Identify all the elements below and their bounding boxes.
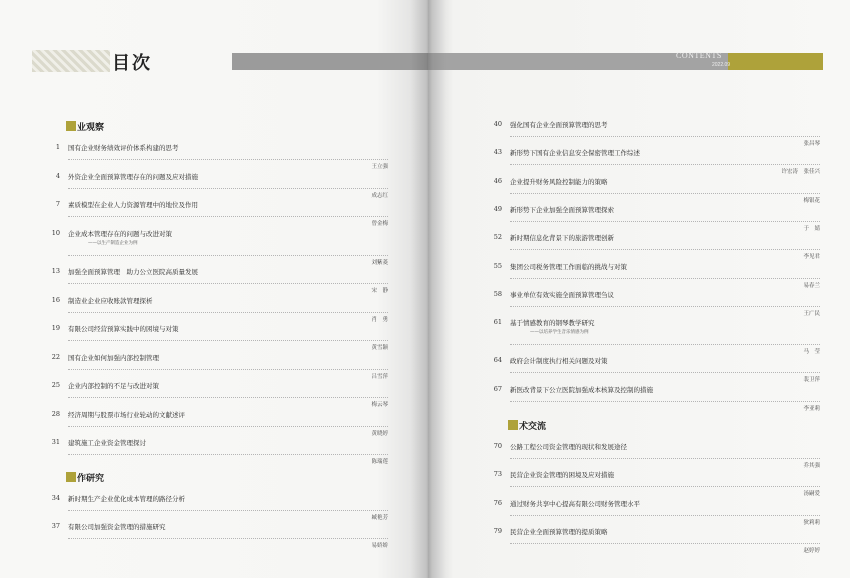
toc-subtitle: ——以培养学生音乐情感为例 xyxy=(530,330,589,336)
toc-author: 梅云琴 xyxy=(371,402,388,408)
toc-author: 黄雪颖 xyxy=(371,345,388,351)
toc-page-number: 13 xyxy=(51,267,60,275)
section-heading xyxy=(508,419,546,432)
toc-title: 集团公司税务管理工作面临的挑战与对策 xyxy=(510,262,627,271)
dotted-leader xyxy=(510,401,820,402)
toc-title: 新医改背景下公立医院加强成本核算及控制的措施 xyxy=(510,385,653,394)
section-heading xyxy=(66,120,104,133)
page-title: 目次 xyxy=(112,53,152,74)
toc-author: 宋 静 xyxy=(371,288,388,294)
toc-author: 于 婧 xyxy=(803,225,820,232)
dotted-leader xyxy=(68,510,388,511)
dotted-leader xyxy=(68,312,388,313)
toc-title: 素质模型在企业人力资源管理中的地位及作用 xyxy=(68,201,198,209)
toc-author: 曾金梅 xyxy=(371,221,388,227)
toc-author: 王立强 xyxy=(371,164,388,170)
toc-author: 陈瑞莲 xyxy=(371,459,388,465)
dotted-leader xyxy=(510,543,820,544)
toc-page-number: 52 xyxy=(493,233,502,242)
right-page xyxy=(428,0,850,578)
toc-author: 李亚莉 xyxy=(803,405,820,412)
toc-author: 成志红 xyxy=(371,192,388,199)
dotted-leader xyxy=(510,221,820,222)
dotted-leader xyxy=(510,458,820,459)
dotted-leader xyxy=(510,515,820,516)
dotted-leader xyxy=(68,369,388,370)
toc-page-number: 64 xyxy=(493,356,502,365)
toc-title: 有限公司加强资金管理的措施研究 xyxy=(68,523,166,531)
section-heading xyxy=(66,471,104,484)
dotted-leader xyxy=(510,136,820,137)
toc-page-number: 40 xyxy=(493,120,502,128)
dotted-leader xyxy=(68,159,388,160)
toc-page-number: 31 xyxy=(51,438,60,446)
toc-author: 乔其强 xyxy=(803,463,820,469)
spine-shadow xyxy=(410,0,446,578)
toc-title: 经济周期与股票市场行业轮动的文献述评 xyxy=(68,410,185,419)
toc-page-number: 25 xyxy=(51,381,60,389)
toc-page-number: 79 xyxy=(493,526,502,535)
dotted-leader xyxy=(68,255,388,256)
dotted-leader xyxy=(68,216,388,217)
contents-label: CONTENTS xyxy=(676,51,722,60)
toc-page-number: 37 xyxy=(51,522,60,530)
toc-author: 裴卫萍 xyxy=(803,377,820,384)
section-mark xyxy=(66,472,76,482)
toc-page-number: 1 xyxy=(55,143,60,151)
header-gold-bar xyxy=(728,53,823,70)
toc-title: 通过财务共享中心提高有限公司财务管理水平 xyxy=(510,499,640,508)
toc-author: 许宏涛 张佳兴 xyxy=(781,169,820,176)
toc-title: 有限公司经营预算实践中的困境与对策 xyxy=(68,325,179,333)
toc-author: 汤嗣爱 xyxy=(803,491,820,498)
section-mark xyxy=(508,420,518,430)
dotted-leader xyxy=(510,278,820,279)
toc-title: 强化国有企业全面预算管理的思考 xyxy=(510,121,608,129)
toc-page-number: 4 xyxy=(55,171,60,180)
toc-page-number: 58 xyxy=(493,289,502,298)
toc-author: 马 莹 xyxy=(803,349,820,356)
dotted-leader xyxy=(68,426,388,427)
toc-author: 黄晓婷 xyxy=(371,430,388,437)
section-mark xyxy=(66,121,76,131)
toc-title: 新时期生产企业优化成本管理的路径分析 xyxy=(68,494,185,503)
toc-title: 国有企业财务绩效评价体系构建的思考 xyxy=(68,144,179,152)
toc-page-number: 16 xyxy=(51,295,60,304)
toc-page-number: 10 xyxy=(51,228,60,237)
toc-title: 民营企业全面预算管理的提质策略 xyxy=(510,527,608,536)
dotted-leader xyxy=(510,372,820,373)
toc-author: 张昌琴 xyxy=(803,141,820,147)
toc-title: 新形势下国有企业信息安全保密管理工作综述 xyxy=(510,149,640,158)
toc-page-number: 19 xyxy=(51,324,60,332)
toc-author: 臧艳芳 xyxy=(371,514,388,521)
toc-page-number: 49 xyxy=(493,204,502,213)
toc-title: 事业单位有效实施全面预算管理刍议 xyxy=(510,290,614,299)
dotted-leader xyxy=(68,454,388,455)
dotted-leader xyxy=(68,188,388,189)
dotted-leader xyxy=(510,486,820,487)
toc-author: 刘紫菱 xyxy=(371,259,388,266)
toc-page-number: 46 xyxy=(493,176,502,185)
toc-page-number: 28 xyxy=(51,409,60,418)
toc-page-number: 34 xyxy=(51,493,60,502)
toc-page-number: 55 xyxy=(493,261,502,270)
toc-title: 企业提升财务风险控制能力的策略 xyxy=(510,177,608,186)
issue-date: 2022.09 xyxy=(712,62,731,68)
toc-page-number: 7 xyxy=(55,200,60,208)
toc-page-number: 43 xyxy=(493,148,502,157)
toc-title: 公路工程公司资金管理的现状和发展途径 xyxy=(510,443,627,451)
toc-title: 新形势下企业加强全面预算管理探索 xyxy=(510,205,614,214)
toc-page-number: 61 xyxy=(493,318,502,327)
dotted-leader xyxy=(68,340,388,341)
section-label: 作研究 xyxy=(77,473,105,484)
dotted-leader xyxy=(510,164,820,165)
toc-author: 李见君 xyxy=(803,254,820,261)
toc-page-number: 70 xyxy=(493,442,502,450)
toc-page-number: 73 xyxy=(493,470,502,479)
toc-page-number: 67 xyxy=(493,384,502,393)
header-bar xyxy=(232,53,428,70)
header-ornament xyxy=(32,50,110,72)
toc-page-number: 22 xyxy=(51,352,60,361)
toc-title: 建筑施工企业资金管理探讨 xyxy=(68,439,146,447)
toc-author: 易春兰 xyxy=(803,282,820,289)
toc-author: 梅银花 xyxy=(803,197,820,204)
section-label: 业观察 xyxy=(77,123,105,133)
dotted-leader xyxy=(510,306,820,307)
toc-title: 国有企业如何加强内部控制管理 xyxy=(68,353,159,362)
toc-author: 赵婷婷 xyxy=(803,547,820,554)
toc-author: 王广民 xyxy=(803,310,820,317)
toc-author: 吕雪萍 xyxy=(371,373,388,380)
toc-title: 企业内部控制的不足与改进对策 xyxy=(68,382,159,390)
toc-author: 易娇娇 xyxy=(371,543,388,549)
toc-title: 加强全面预算管理 助力公立医院高质量发展 xyxy=(68,268,198,276)
dotted-leader xyxy=(68,397,388,398)
dotted-leader xyxy=(510,249,820,250)
dotted-leader xyxy=(68,538,388,539)
toc-author: 狄莉莉 xyxy=(803,519,820,526)
toc-title: 外资企业全面预算管理存在的问题及应对措施 xyxy=(68,172,198,181)
dotted-leader xyxy=(510,344,820,345)
section-label: 术交流 xyxy=(519,422,547,432)
toc-title: 新时期信息化背景下的旅游管理创新 xyxy=(510,234,614,243)
toc-title: 民营企业资金管理的困境及应对措施 xyxy=(510,471,614,480)
toc-page-number: 76 xyxy=(493,498,502,507)
toc-title: 政府会计制度执行相关问题及对策 xyxy=(510,357,608,366)
toc-title: 制造业企业应收账款管理探析 xyxy=(68,296,153,305)
toc-author: 肖 勇 xyxy=(371,316,388,323)
toc-title: 基于情感教育的钢琴教学研究 xyxy=(510,319,595,328)
toc-title: 企业成本管理存在的问题与改进对策 xyxy=(68,229,172,238)
dotted-leader xyxy=(510,193,820,194)
dotted-leader xyxy=(68,283,388,284)
toc-subtitle: ——以生产制造企业为例 xyxy=(88,240,138,246)
